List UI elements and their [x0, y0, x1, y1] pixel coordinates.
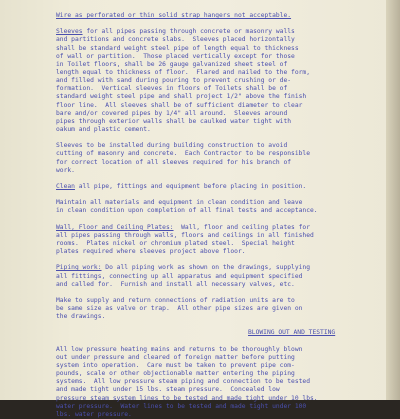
maintain-line: Maintain all materials and equipment in clean condition and leave — [56, 199, 303, 207]
plates-line: all pipes passing through walls, floors and ceilings in all finished — [56, 231, 314, 239]
piping-label: Piping work: — [56, 264, 102, 272]
page-binding-edge — [386, 0, 400, 400]
section-heading: BLOWING OUT AND TESTING — [248, 329, 336, 337]
sleeves-paragraph-line: standard weight steel pipe and shall project 1/2" above the finish — [56, 93, 307, 101]
sleeves-install-line: for correct location of all sleeves required for his branch of — [56, 158, 292, 166]
clean-label: Clean — [56, 182, 75, 190]
sleeves-install-line: work. — [56, 166, 75, 174]
sleeves-paragraph-line: and partitions and concrete slabs. Sleeves placed horizontally — [56, 36, 295, 44]
intro-line: Wire as perforated or thin solid strap hangers not acceptable. — [56, 12, 292, 19]
sleeves-install-line: Sleeves to be installed during building construction to avoid — [56, 142, 288, 150]
blowing-line: system into operation. Care must be taken to prevent pipe com- — [56, 362, 295, 370]
blowing-line: pounds, scale or other objectionable matter entering the piping — [56, 370, 295, 378]
plates-line: Wall, Floor and Ceiling Plates: Wall, floor and ceiling plates for — [56, 223, 311, 231]
piping-line: and called for. Furnish and install all necessary valves, etc. — [56, 280, 295, 288]
blowing-line: out under pressure and cleared of foreign matter before putting — [56, 353, 295, 361]
piping-line: all fittings, connecting up all apparatus and equipment specified — [56, 272, 303, 280]
sleeves-paragraph-line: floor line. All sleeves shall be of sufficient diameter to clear — [56, 101, 303, 109]
radiation-line: the drawings. — [56, 313, 106, 321]
sleeves-paragraph-line: of wall or partition. Those placed vertically except for those — [56, 52, 295, 60]
blowing-line: systems. All low pressure steam piping and connection to be tested — [56, 378, 311, 386]
sleeves-paragraph-line: formation. Vertical sleeves in floors of Toilets shall be of — [56, 85, 288, 93]
sleeves-paragraph-line: length equal to thickness of floor. Flared and nailed to the form, — [56, 68, 311, 76]
maintain-line: in clean condition upon completion of all final tests and acceptance. — [56, 207, 318, 215]
sleeves-paragraph-line: and filled with sand during pouring to prevent crushing or de- — [56, 77, 292, 85]
radiation-line: Make to supply and return connections of radiation units are to — [56, 296, 295, 304]
plates-line: rooms. Plates nickel or chromium plated steel. Special height — [56, 239, 295, 247]
blowing-line: water pressure. Water lines to be tested and made tight under 100 — [56, 402, 307, 410]
piping-line: Piping work: Do all piping work as shown on the drawings, supplying — [56, 264, 311, 272]
plates-line: plates required where sleeves project above floor. — [56, 248, 246, 256]
blowing-line: and made tight under 15 lbs. steam pressure. Concealed low — [56, 386, 280, 394]
specification-text — [56, 12, 386, 419]
sleeves-paragraph-line: in Toilet floors, shall be 26 gauge galvanized sheet steel of — [56, 60, 288, 68]
plates-label: Wall, Floor and Ceiling Plates: — [56, 223, 174, 231]
sleeves-paragraph-line: pipes through exterior walls shall be caulked water tight with — [56, 117, 292, 125]
blowing-line: All low pressure heating mains and returns to be thoroughly blown — [56, 345, 303, 353]
sleeves-label: Sleeves — [56, 28, 83, 36]
sleeves-paragraph-line: shall be standard weight steel pipe of length equal to thickness — [56, 44, 299, 52]
clean-line: Clean all pipe, fittings and equipment before placing in position. — [56, 182, 307, 190]
sleeves-paragraph-line: bare and/or covered pipes by 1/4" all around. Sleeves around — [56, 109, 288, 117]
blowing-line: pressure steam system lines to be tested and made tight under 10 lbs. — [56, 394, 318, 402]
radiation-line: be same size as valve or trap. All other pipe sizes are given on — [56, 305, 303, 313]
blowing-line: lbs. water pressure. — [56, 410, 132, 418]
sleeves-paragraph-line: oakum and plastic cement. — [56, 125, 151, 133]
sleeves-paragraph-line: Sleeves for all pipes passing through concrete or masonry walls — [56, 28, 295, 36]
sleeves-install-line: cutting of masonry and concrete. Each Contractor to be responsible — [56, 150, 311, 158]
